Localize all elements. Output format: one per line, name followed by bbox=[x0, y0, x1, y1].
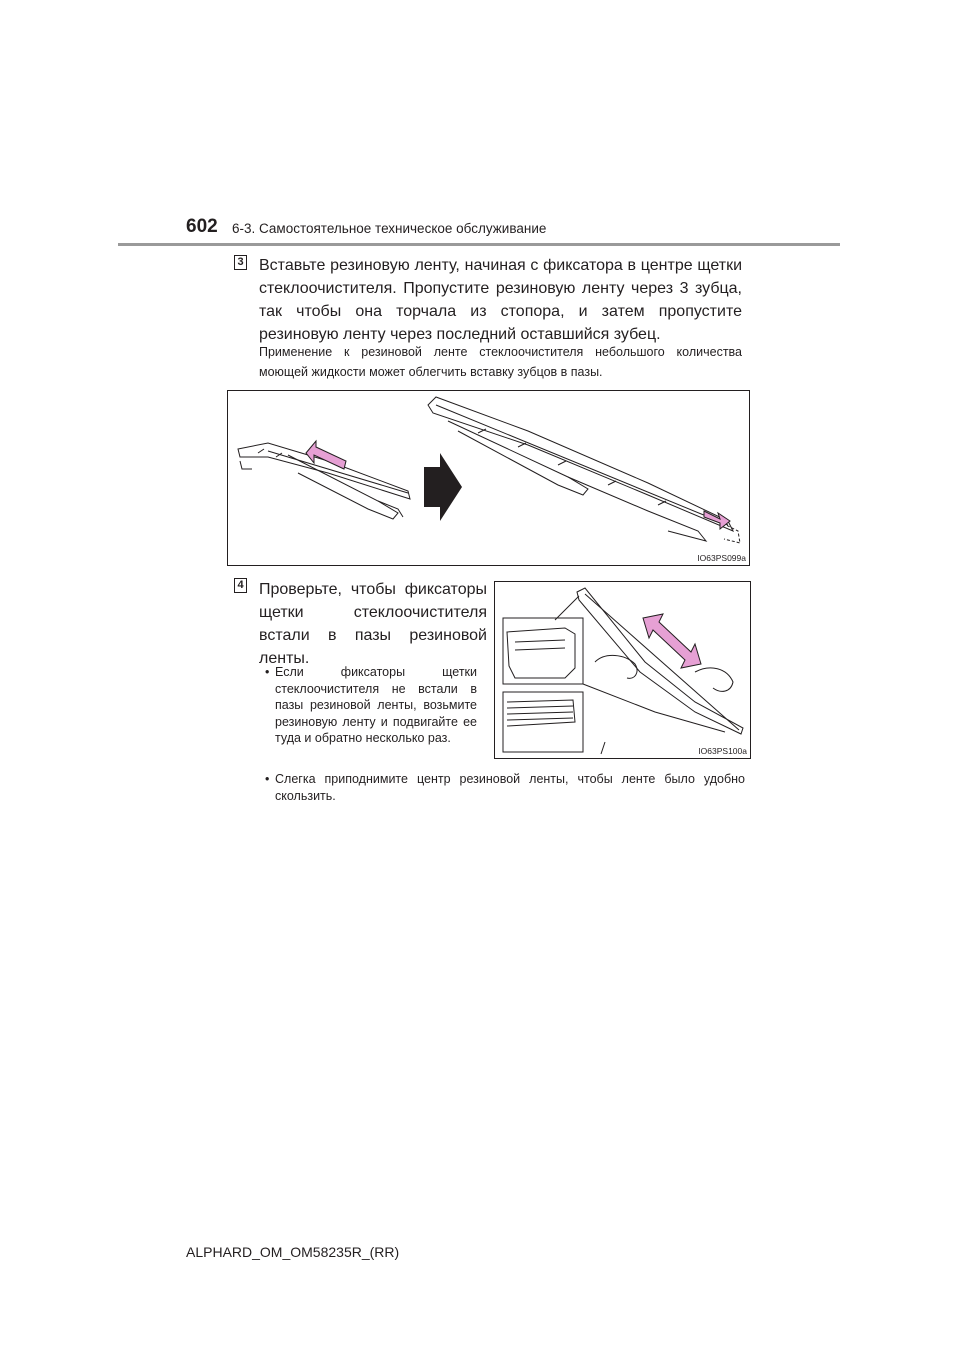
step-4-bullet-list-wide bbox=[265, 771, 745, 804]
step-3-note: Применение к резиновой ленте стеклоочистителя небольшого количества моющей жидкости может облегчить вставку зубцов в пазы. bbox=[259, 345, 742, 379]
wiper-insert-illustration bbox=[227, 390, 750, 566]
step-3-badge: 3 bbox=[234, 255, 247, 270]
figure-1-code: IO63PS099a bbox=[697, 553, 746, 563]
wiper-check-drawing bbox=[495, 582, 750, 758]
page-number: 602 bbox=[186, 216, 218, 237]
step-4-badge: 4 bbox=[234, 578, 247, 593]
bullet-item-2: • Слегка приподнимите центр резиновой ленты, чтобы ленте было удобно скользить. bbox=[265, 771, 745, 804]
section-title: 6-3. Самостоятельное техническое обслуживание bbox=[232, 221, 547, 236]
footer-document-code: ALPHARD_OM_OM58235R_(RR) bbox=[186, 1244, 400, 1260]
wiper-blade-drawing bbox=[228, 391, 749, 565]
wiper-check-illustration bbox=[494, 581, 751, 759]
bullet-item-1: • Если фиксаторы щетки стеклоочистителя не встали в пазы резиновой ленты, возьмите резиновую ленту и подвигайте ее туда и обратно несколько раз. bbox=[265, 664, 477, 747]
step-3-instruction: Вставьте резиновую ленту, начиная с фиксатора в центре щетки стеклоочистителя. Пропустите резиновую ленту через 3 зубца, так чтобы она торчала из стопора, и затем пропустите резиновую ленту через последний оставшийся зубец. bbox=[259, 257, 742, 343]
step-4-bullet-list-narrow bbox=[265, 664, 477, 747]
figure-2-code: IO63PS100a bbox=[698, 746, 747, 756]
step-4-instruction: Проверьте, чтобы фиксаторы щетки стеклоочистителя встали в пазы резиновой ленты. bbox=[259, 581, 487, 667]
header-rule bbox=[118, 243, 840, 246]
